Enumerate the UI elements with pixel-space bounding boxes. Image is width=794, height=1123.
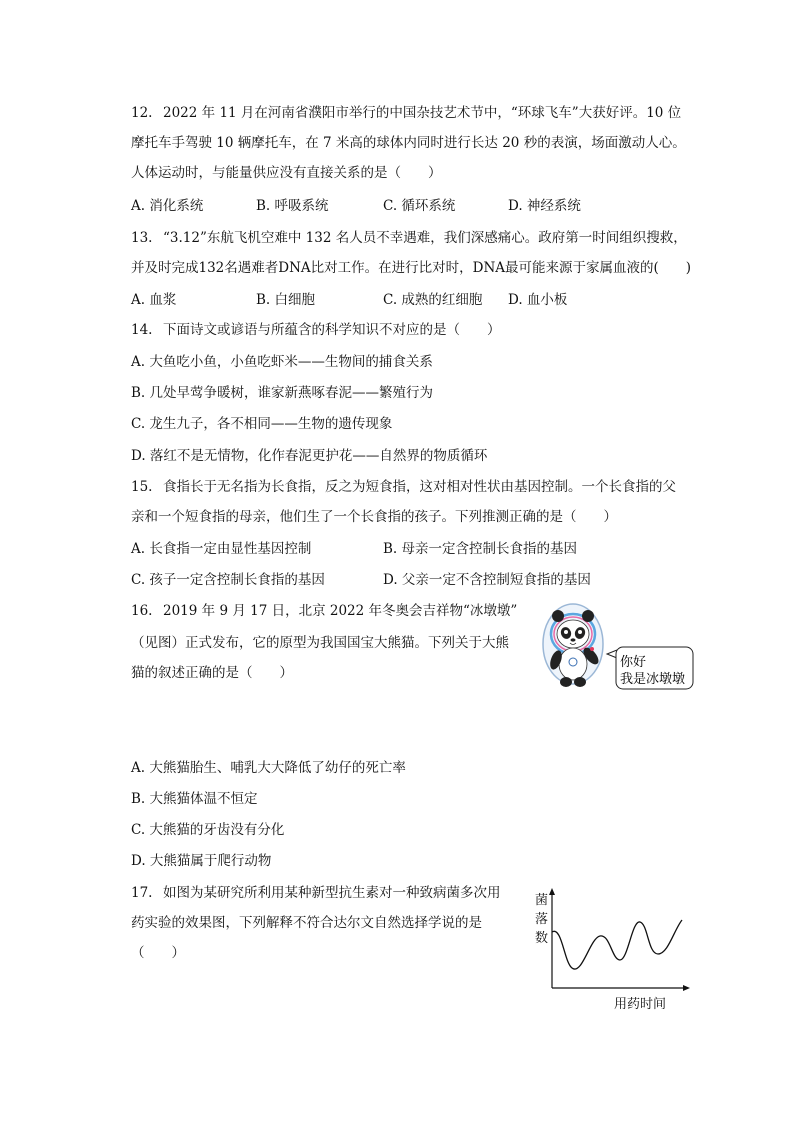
q13-number: 13. xyxy=(131,230,153,246)
q16-option-a[interactable]: A. 大熊猫胎生、哺乳大大降低了幼仔的死亡率 xyxy=(131,760,406,776)
q12-number: 12. xyxy=(131,105,153,121)
q15-stem-1: 食指长于无名指为长食指，反之为短食指，这对相对性状由基因控制。一个长食指的父 xyxy=(163,479,676,495)
q14-line-1 xyxy=(131,321,501,339)
mascot-bubble-line-2: 我是冰墩墩 xyxy=(620,672,686,687)
y-axis-label-char-2: 落 xyxy=(535,912,549,927)
q17-number: 17. xyxy=(131,885,153,901)
q13-stem-1: “3.12”东航飞机空难中 132 名人员不幸遇难，我们深感痛心。政府第一时间组织搜救， xyxy=(163,230,687,246)
q13-line-2: 并及时完成132名遇难者DNA比对工作。在进行比对时，DNA最可能来源于家属血液的( ) xyxy=(131,260,692,276)
q12-option-c[interactable]: C. 循环系统 xyxy=(383,198,456,214)
q16-option-d[interactable]: D. 大熊猫属于爬行动物 xyxy=(131,853,272,869)
q12-line-2: 摩托车手驾驶 10 辆摩托车，在 7 米高的球体内同时进行长达 20 秒的表演，场面激动人心。 xyxy=(131,135,686,151)
q16-line-2: （见图）正式发布，它的原型为我国国宝大熊猫。下列关于大熊 xyxy=(131,635,509,651)
q16-line-1 xyxy=(131,602,517,620)
q14-option-b[interactable]: B. 几处早莺争暖树，谁家新燕啄春泥——繁殖行为 xyxy=(131,385,434,401)
q13-line-1 xyxy=(131,229,687,247)
q13-option-a[interactable]: A. 血浆 xyxy=(131,292,177,308)
bing-dwen-dwen-mascot-image xyxy=(539,600,697,692)
q15-line-2: 亲和一个短食指的母亲，他们生了一个长食指的孩子。下列推测正确的是（ ） xyxy=(131,509,617,525)
q15-option-a[interactable]: A. 长食指一定由显性基因控制 xyxy=(131,541,312,557)
q15-line-1 xyxy=(131,478,676,496)
q14-stem-1: 下面诗文或谚语与所蕴含的科学知识不对应的是（ ） xyxy=(163,322,501,338)
q14-option-a[interactable]: A. 大鱼吃小鱼，小鱼吃虾米——生物间的捕食关系 xyxy=(131,354,433,370)
q14-option-d[interactable]: D. 落红不是无情物，化作春泥更护花——自然界的物质循环 xyxy=(131,448,488,464)
q16-option-b[interactable]: B. 大熊猫体温不恒定 xyxy=(131,791,258,807)
q16-stem-1: 2019 年 9 月 17 日，北京 2022 年冬奥会吉祥物“冰墩墩” xyxy=(163,603,518,619)
q17-line-3: （ ） xyxy=(131,945,185,961)
q16-line-3: 猫的叙述正确的是（ ） xyxy=(131,665,293,681)
q12-option-b[interactable]: B. 呼吸系统 xyxy=(256,198,329,214)
mascot-bubble-line-1: 你好 xyxy=(620,655,647,670)
bacteria-curve xyxy=(552,920,682,969)
q15-number: 15. xyxy=(131,479,153,495)
q13-option-d[interactable]: D. 血小板 xyxy=(508,292,568,308)
q14-option-c[interactable]: C. 龙生九子，各不相同——生物的遗传现象 xyxy=(131,416,393,432)
y-axis-arrow-icon xyxy=(549,888,555,895)
x-axis-arrow-icon xyxy=(683,985,690,991)
bacteria-count-graph xyxy=(528,888,698,1016)
q12-option-d[interactable]: D. 神经系统 xyxy=(508,198,581,214)
q13-option-b[interactable]: B. 白细胞 xyxy=(256,292,316,308)
q14-number: 14. xyxy=(131,322,153,338)
q17-stem-1: 如图为某研究所利用某种新型抗生素对一种致病菌多次用 xyxy=(163,885,501,901)
q15-option-b[interactable]: B. 母亲一定含控制长食指的基因 xyxy=(383,541,578,557)
q12-line-1 xyxy=(131,104,681,122)
q12-option-a[interactable]: A. 消化系统 xyxy=(131,198,204,214)
q15-option-c[interactable]: C. 孩子一定含控制长食指的基因 xyxy=(131,572,325,588)
x-axis-label: 用药时间 xyxy=(614,997,667,1012)
q15-option-d[interactable]: D. 父亲一定不含控制短食指的基因 xyxy=(383,572,591,588)
q17-line-2: 药实验的效果图，下列解释不符合达尔文自然选择学说的是 xyxy=(131,915,482,931)
q13-option-c[interactable]: C. 成熟的红细胞 xyxy=(383,292,483,308)
q16-option-c[interactable]: C. 大熊猫的牙齿没有分化 xyxy=(131,822,285,838)
y-axis-label-char-3: 数 xyxy=(535,931,549,946)
q12-stem-1: 2022 年 11 月在河南省濮阳市举行的中国杂技艺术节中，“环球飞车”大获好评。10 位 xyxy=(163,105,682,121)
q17-line-1 xyxy=(131,884,501,902)
y-axis-label-char-1: 菌 xyxy=(535,893,549,908)
q12-line-3: 人体运动时，与能量供应没有直接关系的是（ ） xyxy=(131,165,442,181)
q16-number: 16. xyxy=(131,603,153,619)
